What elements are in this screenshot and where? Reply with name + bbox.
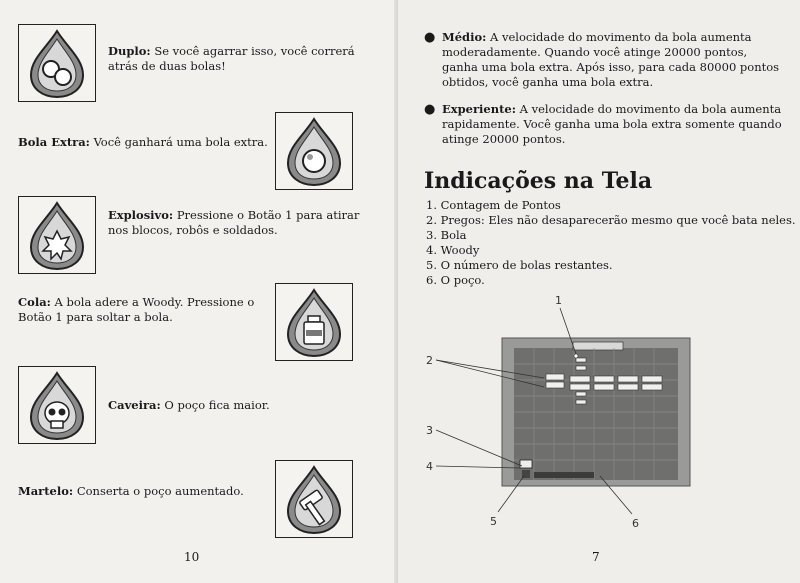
game-screen-diagram [398,290,800,535]
item-duplo-text: Se você agarrar isso, você correrá atrás de duas bolas! [108,44,355,73]
item-caveira [108,398,368,413]
bullet-experiente [424,102,782,147]
item-bola-extra-title: Bola Extra: [18,135,90,149]
bullet-medio [424,30,782,90]
item-caveira-text: O poço fica maior. [164,398,270,412]
callout-5: 5 [490,515,497,528]
glue-icon [275,283,353,361]
item-martelo-text: Conserta o poço aumentado. [76,484,244,498]
list-item: 1. Contagem de Pontos [426,198,561,212]
callout-1: 1 [555,294,562,307]
bullet-dot: ● [424,102,436,117]
bullet-experiente-title: Experiente: [442,102,516,116]
explosive-icon [18,196,96,274]
hammer-icon [275,460,353,538]
item-martelo-title: Martelo: [18,484,74,498]
callout-4: 4 [426,460,433,473]
item-explosivo [108,208,368,238]
left-page-number: 10 [184,550,200,564]
item-duplo [108,44,368,74]
list-item: 2. Pregos: Eles não desaparecerão mesmo que você bata neles. [426,213,796,227]
item-cola [18,295,273,325]
list-item: 5. O número de bolas restantes. [426,258,613,272]
item-caveira-title: Caveira: [108,398,161,412]
section-heading: Indicações na Tela [424,168,653,194]
bullet-medio-text: A velocidade do movimento da bola aumenta moderadamente. Quando você atinge 20000 pontos, ganha uma bola extra. Após isso, para cada 80000 pontos obtidos, você ganha uma bola extra. [442,30,780,89]
double-ball-icon [18,24,96,102]
item-explosivo-text: Pressione o Botão 1 para atirar nos blocos, robôs e soldados. [108,208,360,237]
list-item: 4. Woody [426,243,480,257]
callout-3: 3 [426,424,433,437]
item-bola-extra-text: Você ganhará uma bola extra. [93,135,268,149]
callout-6: 6 [632,517,639,530]
right-page-number: 7 [592,550,600,564]
item-cola-text: A bola adere a Woody. Pressione o Botão 1 para soltar a bola. [18,295,255,324]
extra-ball-icon [275,112,353,190]
bullet-experiente-text: A velocidade do movimento da bola aumenta rapidamente. Você ganha uma bola extra somente quando atinge 20000 pontos. [442,102,782,146]
bullet-dot: ● [424,30,436,45]
item-duplo-title: Duplo: [108,44,151,58]
item-martelo [18,484,273,499]
skull-icon [18,366,96,444]
left-page [0,0,398,583]
list-item: 3. Bola [426,228,467,242]
callout-2: 2 [426,354,433,367]
item-bola-extra [18,135,278,150]
right-page [398,0,800,583]
bullet-medio-title: Médio: [442,30,487,44]
item-explosivo-title: Explosivo: [108,208,174,222]
indicator-list [426,198,796,288]
list-item: 6. O poço. [426,273,485,287]
item-cola-title: Cola: [18,295,51,309]
